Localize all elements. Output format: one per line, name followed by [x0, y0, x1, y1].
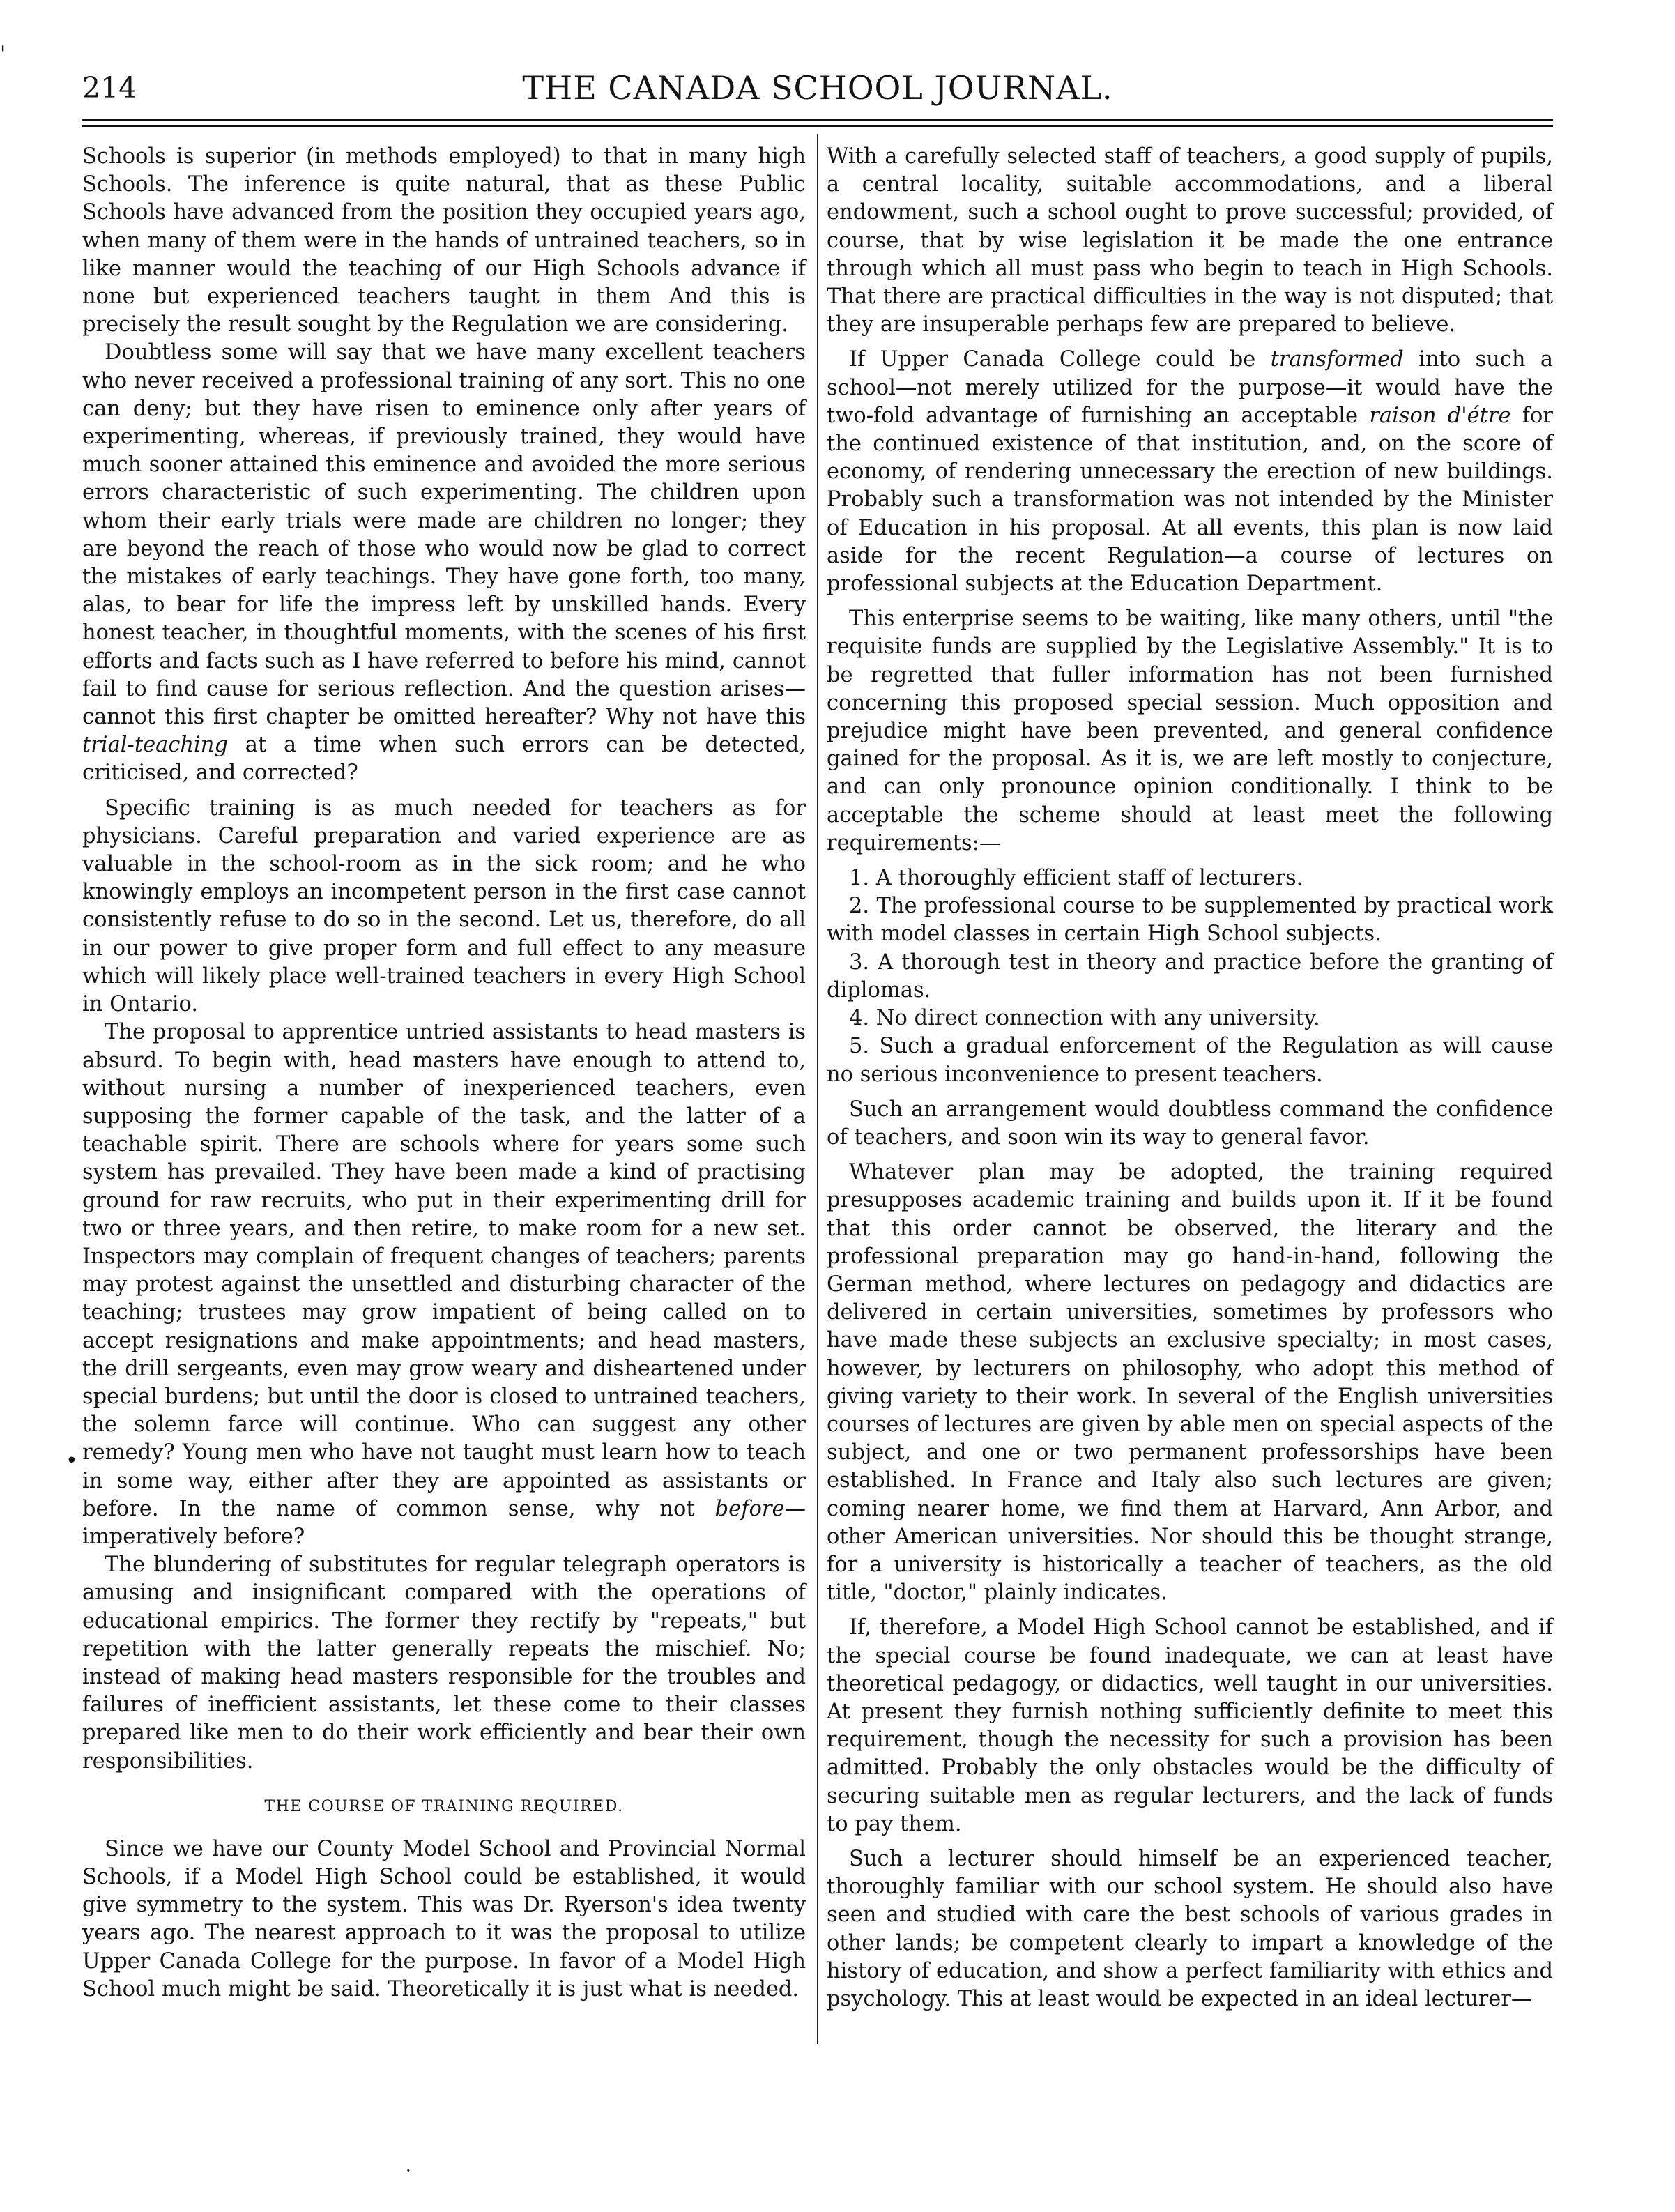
journal-title: THE CANADA SCHOOL JOURNAL. — [522, 69, 1113, 107]
list-item: 4. No direct connection with any university. — [849, 1006, 1320, 1031]
paragraph: Schools is superior (in methods employed) to that in many high Schools. The inference is quite natural, that as these Public Schools have advanced from the position they occupied years ago, when many of them were in the hands of untrained teachers, so in like manner would the teaching of our High Schools advance if none but experienced teachers taught in them And this is precisely the result sought by the Regulation we are considering. — [82, 144, 806, 337]
list-item: 2. The professional course to be supplemented by practical work with model classes in certain High School subjects. — [827, 894, 1553, 947]
paragraph: With a carefully selected staff of teachers, a good supply of pupils, a central locality, suitable accommodations, and a liberal endowment, such a school ought to prove successful; provided, of course, that by wise legislation it be made the one entrance through which all must pass who begin to teach in High Schools. That there are practical difficulties in the way is not disputed; that they are insuperable perhaps few are prepared to believe. — [827, 144, 1553, 337]
paragraph: Since we have our County Model School and Provincial Normal Schools, if a Model High School could be established, it would give symmetry to the system. This was Dr. Ryerson's idea twenty years ago. The nearest approach to it was the proposal to utilize Upper Canada College for the purpose. In favor of a Model High School much might be said. Theoretically it is just what is needed. — [82, 1836, 806, 2001]
paragraph: Whatever plan may be adopted, the training required presupposes academic training and builds upon it. If it be found that this order cannot be observed, the literary and the professional preparation may go hand-in-hand, following the German method, where lectures on pedagogy and didactics are delivered in certain universities, sometimes by professors who have made these subjects an exclusive specialty; in most cases, however, by lecturers on philosophy, who adopt this method of giving variety to their work. In several of the English universities courses of lectures are given by able men on special aspects of the subject, and one or two permanent professorships have been established. In France and Italy also such lectures are given; coming nearer home, we find them at Harvard, Ann Arbor, and other American universities. Nor should this be thought strange, for a university is historically a teacher of teachers, as the old title, "doctor," plainly indicates. — [827, 1160, 1553, 1605]
paragraph: This enterprise seems to be waiting, like many others, until "the requisite funds are supplied by the Legislative Assembly." It is to be regretted that fuller information has not been furnished concerning this proposed special session. Much opposition and prejudice might have been prevented, and general confidence gained for the proposal. As it is, we are left mostly to conjecture, and can only pronounce opinion conditionally. I think to be acceptable the scheme should at least meet the following requirements:— — [827, 607, 1553, 855]
paragraph: Such an arrangement would doubtless command the confidence of teachers, and soon win its way to general favor. — [827, 1097, 1553, 1150]
header-rule-thin — [82, 125, 1553, 127]
header-rule-thick — [82, 119, 1553, 121]
margin-dot: • — [66, 1449, 78, 1473]
paragraph: The proposal to apprentice untried assistants to head masters is absurd. To begin with, head masters have enough to attend to, without nursing a number of inexperienced teachers, even supposing the former capable of the task, and the latter of a teachable spirit. There are schools where for years some such system has prevailed. They have been made a kind of practising ground for raw recruits, who put in their experimenting drill for two or three years, and then retire, to make room for a new set. Inspectors may complain of frequent changes of teachers; parents may protest against the unsettled and disturbing character of the teaching; trustees may grow impatient of being called on to accept resignations and make appointments; and head masters, the drill sergeants, even may grow weary and disheartened under special burdens; but until the door is closed to untrained teachers, the solemn farce will continue. Who can suggest any other remedy? Young men who have not taught must learn how to teach in some way, either after they are appointed as assistants or before. In the name of common sense, why not before—imperatively before? — [82, 1020, 806, 1549]
column-divider — [817, 134, 818, 2044]
page-header — [82, 68, 1553, 119]
list-item: 3. A thorough test in theory and practice before the granting of diplomas. — [827, 949, 1553, 1002]
paragraph: If Upper Canada College could be transformed into such a school—not merely utilized for the purpose—it would have the two-fold advantage of furnishing an acceptable raison d'étre for the continued existence of that institution, and, on the score of economy, of rendering unnecessary the erection of new buildings. Probably such a transformation was not intended by the Minister of Education in his proposal. At all events, this plan is now laid aside for the recent Regulation—a course of lectures on professional subjects at the Education Department. — [827, 347, 1553, 597]
scan-speck: · — [406, 2161, 411, 2181]
scan-speck: ' — [0, 42, 6, 66]
paragraph: Specific training is as much needed for teachers as for physicians. Careful preparation and varied experience are as valuable in the school-room as in the sick room; and he who knowingly employs an incompetent person in the first case cannot consistently refuse to do so in the second. Let us, therefore, do all in our power to give proper form and full effect to any measure which will likely place well-trained teachers in every High School in Ontario. — [82, 795, 806, 1017]
page-number: 214 — [82, 71, 137, 105]
right-column — [827, 143, 1553, 2013]
list-item: 5. Such a gradual enforcement of the Regulation as will cause no serious inconvenience to present teachers. — [827, 1034, 1553, 1087]
paragraph: Such a lecturer should himself be an experienced teacher, thoroughly familiar with our school system. He should also have seen and studied with care the best schools of various grades in other lands; be competent clearly to impart a knowledge of the history of education, and show a perfect familiarity with ethics and psychology. This at least would be expected in an ideal lecturer— — [827, 1846, 1553, 2011]
list-item: 1. A thoroughly efficient staff of lecturers. — [849, 866, 1303, 891]
left-column — [82, 143, 806, 2004]
paragraph: Doubtless some will say that we have many excellent teachers who never received a professional training of any sort. This no one can deny; but they have risen to eminence only after years of experimenting, whereas, if previously trained, they would have much sooner attained this eminence and avoided the more serious errors characteristic of such experimenting. The children upon whom their early trials were made are children no longer; they are beyond the reach of those who would now be glad to correct the mistakes of early teachings. They have gone forth, too many, alas, to bear for life the impress left by unskilled hands. Every honest teacher, in thoughtful moments, with the scenes of his first efforts and facts such as I have referred to before his mind, cannot fail to find cause for serious reflection. And the question arises—cannot this first chapter be omitted hereafter? Why not have this trial-teaching at a time when such errors can be detected, criticised, and corrected? — [82, 340, 806, 786]
section-heading: THE COURSE OF TRAINING REQUIRED. — [264, 1797, 624, 1815]
paragraph: The blundering of substitutes for regular telegraph operators is amusing and insignificant compared with the operations of educational empirics. The former they rectify by "repeats," but repetition with the latter generally repeats the mischief. No; instead of making head masters responsible for the troubles and failures of inefficient assistants, let these come to their classes prepared like men to do their work efficiently and bear their own responsibilities. — [82, 1553, 806, 1774]
paragraph: If, therefore, a Model High School cannot be established, and if the special course be found inadequate, we can at least have theoretical pedagogy, or didactics, well taught in our universities. At present they furnish nothing sufficiently definite to meet this requirement, though the necessity for such a provision has been admitted. Probably the only obstacles would be the difficulty of securing suitable men as regular lecturers, and the lack of funds to pay them. — [827, 1615, 1553, 1836]
